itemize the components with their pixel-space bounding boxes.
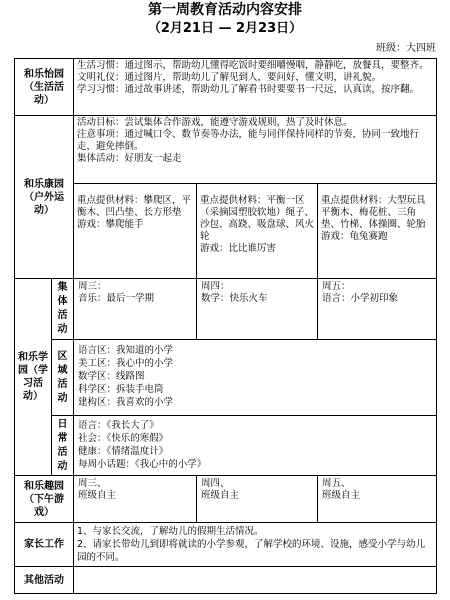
other-content	[73, 566, 437, 594]
afternoon-thu	[196, 475, 318, 523]
afternoon-thu-day: 周四、	[201, 478, 230, 489]
group-3-game: 游戏：龟兔赛跑	[321, 231, 388, 242]
parents-line-1: 1、与家长交流，了解幼儿的假期生活情况。	[77, 526, 264, 537]
area-activity-label: 区域活动	[51, 339, 74, 416]
afternoon-fri-text: 班级自主	[322, 490, 361, 501]
outdoor-group-1	[73, 183, 197, 279]
area-line-5: 建构区：我喜欢的小学	[78, 397, 174, 408]
group-thu	[196, 278, 318, 340]
class-label: 班级：	[376, 43, 406, 54]
parents-label: 家长工作	[14, 522, 74, 567]
group-2-game: 游戏：比比谁厉害	[200, 243, 277, 254]
afternoon-thu-text: 班级自主	[201, 490, 240, 501]
parents-line-2: 2、请家长带幼儿到即将就读的小学参观，了解学校的环境、设施，感受小学与幼儿园的不同。	[77, 539, 426, 563]
daily-line-4: 每周小话题：《我心中的小学》	[78, 459, 207, 470]
life-label: 和乐怡园（生活活动）	[14, 58, 74, 116]
parents-content	[73, 522, 437, 567]
afternoon-wed-text: 班级自主	[78, 490, 117, 501]
date-range: （2月21日 — 2月23日）	[147, 21, 303, 36]
outdoor-line-1: 活动目标：尝试集体合作游戏，能遵守游戏规则，热了及时休息。	[77, 117, 353, 128]
life-content	[73, 58, 437, 116]
area-activity-content	[73, 339, 437, 416]
area-line-4: 科学区：拆装手电筒	[78, 384, 164, 395]
daily-activity-label: 日常活动	[51, 415, 74, 476]
outdoor-notes	[73, 115, 437, 184]
outdoor-line-2: 注意事项：通过喊口令、数节奏等办法，能与同伴保持同样的节奏，协同一致地行走，避免摔倒。	[77, 129, 420, 152]
area-line-2: 美工区：我心中的小学	[78, 358, 174, 369]
group-fri	[317, 278, 437, 340]
afternoon-fri	[317, 475, 437, 523]
afternoon-wed-day: 周三、	[78, 478, 107, 489]
outdoor-label: 和乐康园（户外运动）	[14, 115, 74, 279]
life-line-3: 学习习惯：通过故事讲述，帮助幼儿了解看书时要要书一尺远，认真读，按序翻。	[77, 84, 420, 95]
afternoon-label: 和乐趣园（下午游戏）	[14, 475, 74, 523]
group-thu-text: 数学：快乐火车	[201, 293, 268, 304]
class-info	[376, 43, 436, 55]
group-fri-text: 语言：小学初印象	[322, 293, 399, 304]
group-thu-day: 周四：	[201, 281, 230, 292]
area-line-3: 数学区：线路图	[78, 371, 145, 382]
other-label: 其他活动	[14, 566, 74, 594]
group-wed-day: 周三：	[78, 281, 107, 292]
class-name: 大四班	[406, 43, 436, 54]
outdoor-line-3: 集体活动：好朋友一起走	[77, 153, 182, 164]
daily-line-3: 健康：《情绪温度计》	[78, 446, 169, 457]
outdoor-group-2	[196, 183, 318, 279]
daily-activity-content	[73, 415, 437, 476]
daily-line-2: 社会：《快乐的寒假》	[78, 433, 169, 444]
group-3-materials: 重点提供材料：大型玩具平衡木、梅花桩、三角垫、竹梯、体操圈、轮胎	[321, 195, 426, 230]
learning-label: 和乐学园（学习活动）	[14, 278, 52, 476]
area-line-1: 语言区：我知道的小学	[78, 345, 174, 356]
group-1-materials: 重点提供材料：攀爬区，平衡木、凹凸垫、长方形垫	[77, 195, 192, 218]
group-1-game: 游戏：攀爬能手	[77, 219, 144, 230]
life-line-2: 文明礼仪：通过图片，帮助幼儿了解见到人，要问好，懂文明，讲礼貌。	[77, 72, 382, 83]
life-line-1: 生活习惯：通过图示，帮助幼儿懂得吃饭时要细嚼慢咽，静静吃，放餐具，要整齐。	[77, 60, 429, 71]
afternoon-wed	[73, 475, 197, 523]
outdoor-group-3	[317, 183, 437, 279]
page-title: 第一周教育活动内容安排	[148, 2, 302, 18]
daily-line-1: 语言：《我长大了》	[78, 420, 159, 431]
group-wed-text: 音乐：最后一学期	[78, 293, 155, 304]
afternoon-fri-day: 周五、	[322, 478, 351, 489]
group-wed	[73, 278, 197, 340]
group-fri-day: 周五：	[322, 281, 351, 292]
group-activity-label: 集体活动	[51, 278, 74, 340]
group-2-materials: 重点提供材料：平衡一区（采摘园塑胶软地）绳子、沙包、高跷、吸盘球、风火轮	[200, 195, 315, 242]
